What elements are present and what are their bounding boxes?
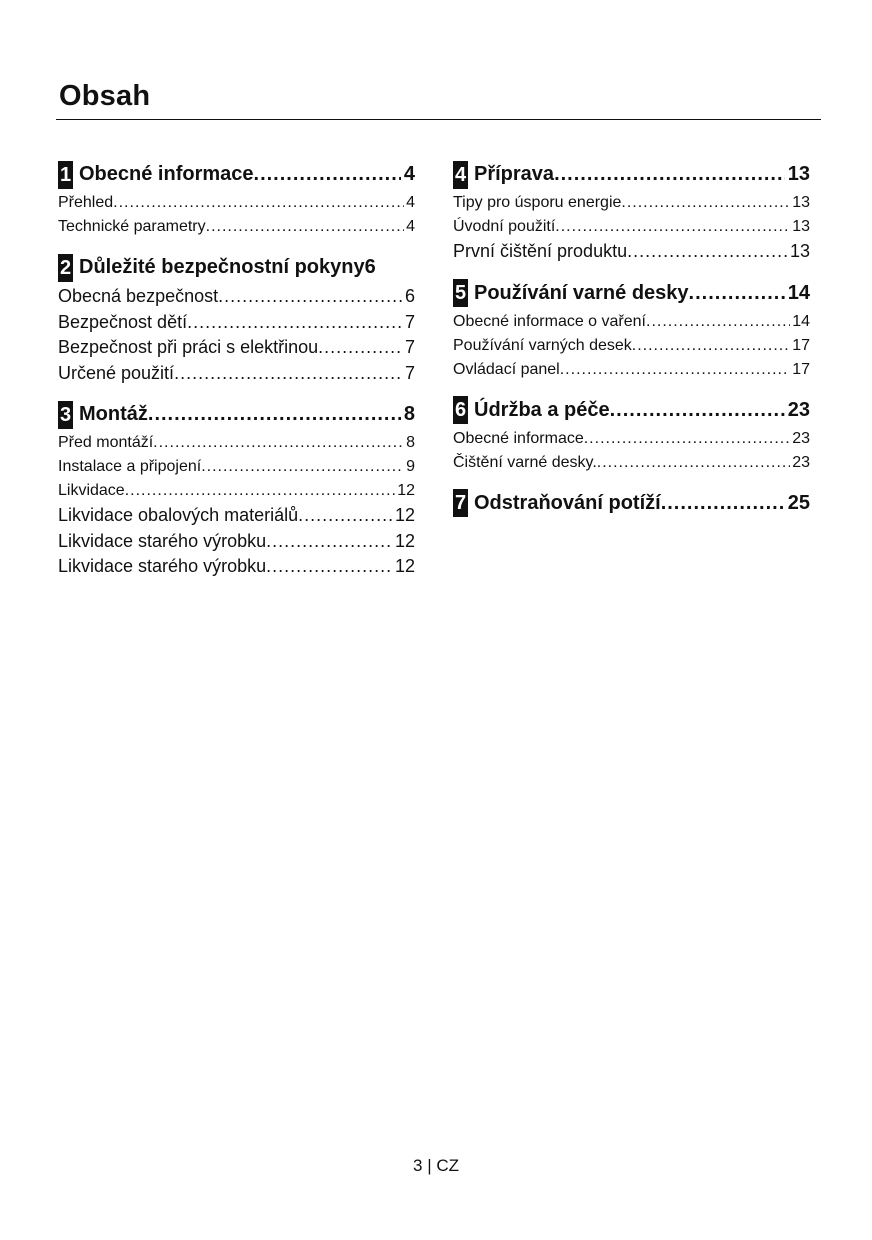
entry-label: Používání varných desek	[453, 336, 632, 354]
entry-label: Obecné informace	[453, 429, 584, 447]
toc-section-heading[interactable]	[453, 158, 810, 191]
entry-label: Likvidace starého výrobku	[58, 556, 267, 576]
toc-entry[interactable]	[58, 455, 415, 479]
section-title: Důležité bezpečnostní pokyny	[79, 256, 365, 278]
section-number-badge: 2	[58, 254, 73, 282]
entry-label: První čištění produktu	[453, 241, 628, 261]
entry-label: Ovládací panel	[453, 360, 560, 378]
toc-section-5	[453, 277, 810, 382]
dot-leader	[610, 399, 785, 422]
entry-page: 4	[406, 194, 415, 211]
dot-leader	[298, 503, 393, 529]
section-page: 4	[403, 163, 415, 185]
toc-entry[interactable]	[58, 554, 415, 580]
dot-leader	[632, 334, 790, 358]
toc-entry[interactable]	[58, 431, 415, 455]
section-page: 6	[364, 256, 376, 278]
entry-page: 7	[404, 362, 415, 383]
toc-section-4	[453, 158, 810, 265]
section-page: 23	[787, 398, 810, 421]
toc-entry[interactable]	[453, 334, 810, 358]
page-title: Obsah	[59, 80, 151, 112]
dot-leader	[555, 215, 790, 239]
footer-page-number: 3	[412, 1156, 423, 1175]
section-number-badge: 6	[453, 396, 468, 424]
dot-leader	[201, 455, 404, 479]
dot-leader	[621, 191, 790, 215]
dot-leader	[266, 554, 393, 580]
entry-label: Přehled	[58, 194, 114, 211]
footer-separator: |	[427, 1156, 432, 1175]
toc-section-heading[interactable]	[453, 394, 810, 427]
toc-entry[interactable]	[58, 479, 415, 503]
entry-page: 12	[394, 556, 415, 576]
entry-page: 13	[792, 218, 810, 235]
dot-leader	[113, 191, 404, 215]
section-title: Údržba a péče	[474, 398, 610, 421]
toc-entry[interactable]	[453, 427, 810, 451]
toc-section-heading[interactable]	[453, 487, 810, 520]
entry-page: 7	[404, 337, 415, 357]
entry-label: Likvidace	[58, 482, 125, 499]
toc-entry[interactable]	[58, 215, 415, 239]
footer-language: CZ	[436, 1156, 460, 1175]
toc-section-1	[58, 158, 415, 239]
section-title: Montáž	[79, 403, 148, 425]
section-title: Odstraňování potíží	[474, 491, 661, 514]
toc-entry[interactable]	[453, 215, 810, 239]
toc-entry[interactable]	[58, 361, 415, 387]
toc-entry[interactable]	[58, 335, 415, 361]
entry-page: 17	[792, 336, 810, 354]
toc-column-right	[453, 158, 810, 532]
dot-leader	[125, 479, 396, 503]
entry-label: Instalace a připojení	[58, 458, 202, 475]
entry-page: 17	[792, 360, 810, 378]
dot-leader	[554, 163, 785, 186]
dot-leader	[318, 335, 403, 361]
page-footer	[0, 1156, 872, 1176]
dot-leader	[153, 431, 404, 455]
dot-leader	[174, 361, 403, 387]
entry-page: 7	[404, 311, 415, 332]
dot-leader	[266, 529, 393, 555]
toc-section-3	[58, 398, 415, 580]
toc-section-heading[interactable]	[58, 158, 415, 191]
dot-leader	[187, 310, 403, 336]
dot-leader	[584, 427, 790, 451]
toc-entry[interactable]	[453, 310, 810, 334]
section-number-badge: 3	[58, 401, 73, 429]
entry-label: Určené použití	[58, 362, 175, 383]
toc-entry[interactable]	[453, 239, 810, 265]
toc-section-2	[58, 251, 415, 386]
toc-entry[interactable]	[58, 191, 415, 215]
dot-leader	[597, 451, 790, 475]
section-number-badge: 7	[453, 489, 468, 517]
dot-leader	[560, 358, 790, 382]
dot-leader	[627, 239, 788, 265]
entry-label: Obecná bezpečnost	[58, 286, 219, 306]
dot-leader	[206, 215, 404, 239]
entry-label: Bezpečnost při práci s elektřinou	[58, 337, 319, 357]
section-page: 8	[403, 403, 415, 425]
entry-page: 12	[397, 482, 415, 499]
entry-label: Obecné informace o vaření	[453, 312, 646, 330]
entry-page: 13	[789, 241, 810, 261]
toc-section-7	[453, 487, 810, 520]
entry-label: Bezpečnost dětí	[58, 311, 188, 332]
entry-label: Před montáží	[58, 434, 154, 451]
entry-label: Technické parametry	[58, 218, 206, 235]
entry-page: 23	[792, 453, 810, 471]
dot-leader	[254, 163, 401, 186]
toc-section-heading[interactable]	[58, 251, 415, 284]
entry-page: 12	[394, 505, 415, 525]
dot-leader	[646, 310, 790, 334]
entry-page: 8	[406, 434, 415, 451]
section-page: 25	[787, 491, 810, 514]
section-title: Příprava	[474, 163, 555, 185]
dot-leader	[661, 492, 785, 515]
entry-page: 4	[406, 218, 415, 235]
entry-label: Likvidace obalových materiálů	[58, 505, 299, 525]
dot-leader	[148, 403, 401, 426]
dot-leader	[689, 282, 785, 305]
section-page: 13	[787, 163, 810, 185]
entry-page: 9	[406, 458, 415, 475]
section-number-badge: 5	[453, 279, 468, 307]
toc-entry[interactable]	[58, 503, 415, 529]
entry-label: Likvidace starého výrobku	[58, 530, 267, 551]
entry-page: 6	[404, 286, 415, 306]
dot-leader	[218, 284, 403, 310]
entry-label: Tipy pro úsporu energie	[453, 194, 622, 211]
section-title: Používání varné desky	[474, 281, 689, 304]
entry-label: Úvodní použití	[453, 218, 556, 235]
entry-page: 13	[792, 194, 810, 211]
toc-section-heading[interactable]	[453, 277, 810, 310]
section-number-badge: 1	[58, 161, 73, 189]
toc-section-6	[453, 394, 810, 475]
section-page: 14	[787, 281, 810, 304]
toc-entry[interactable]	[58, 310, 415, 336]
toc-entry[interactable]	[453, 191, 810, 215]
entry-page: 14	[792, 312, 810, 330]
toc-entry[interactable]	[453, 358, 810, 382]
entry-page: 12	[394, 530, 415, 551]
toc-column-left	[58, 158, 415, 592]
toc-entry[interactable]	[58, 529, 415, 555]
entry-page: 23	[792, 429, 810, 447]
section-number-badge: 4	[453, 161, 468, 189]
title-divider	[56, 119, 821, 120]
toc-entry[interactable]	[453, 451, 810, 475]
toc-section-heading[interactable]	[58, 398, 415, 431]
entry-label: Čištění varné desky.	[453, 453, 597, 471]
toc-entry[interactable]	[58, 284, 415, 310]
section-title: Obecné informace	[79, 163, 254, 185]
